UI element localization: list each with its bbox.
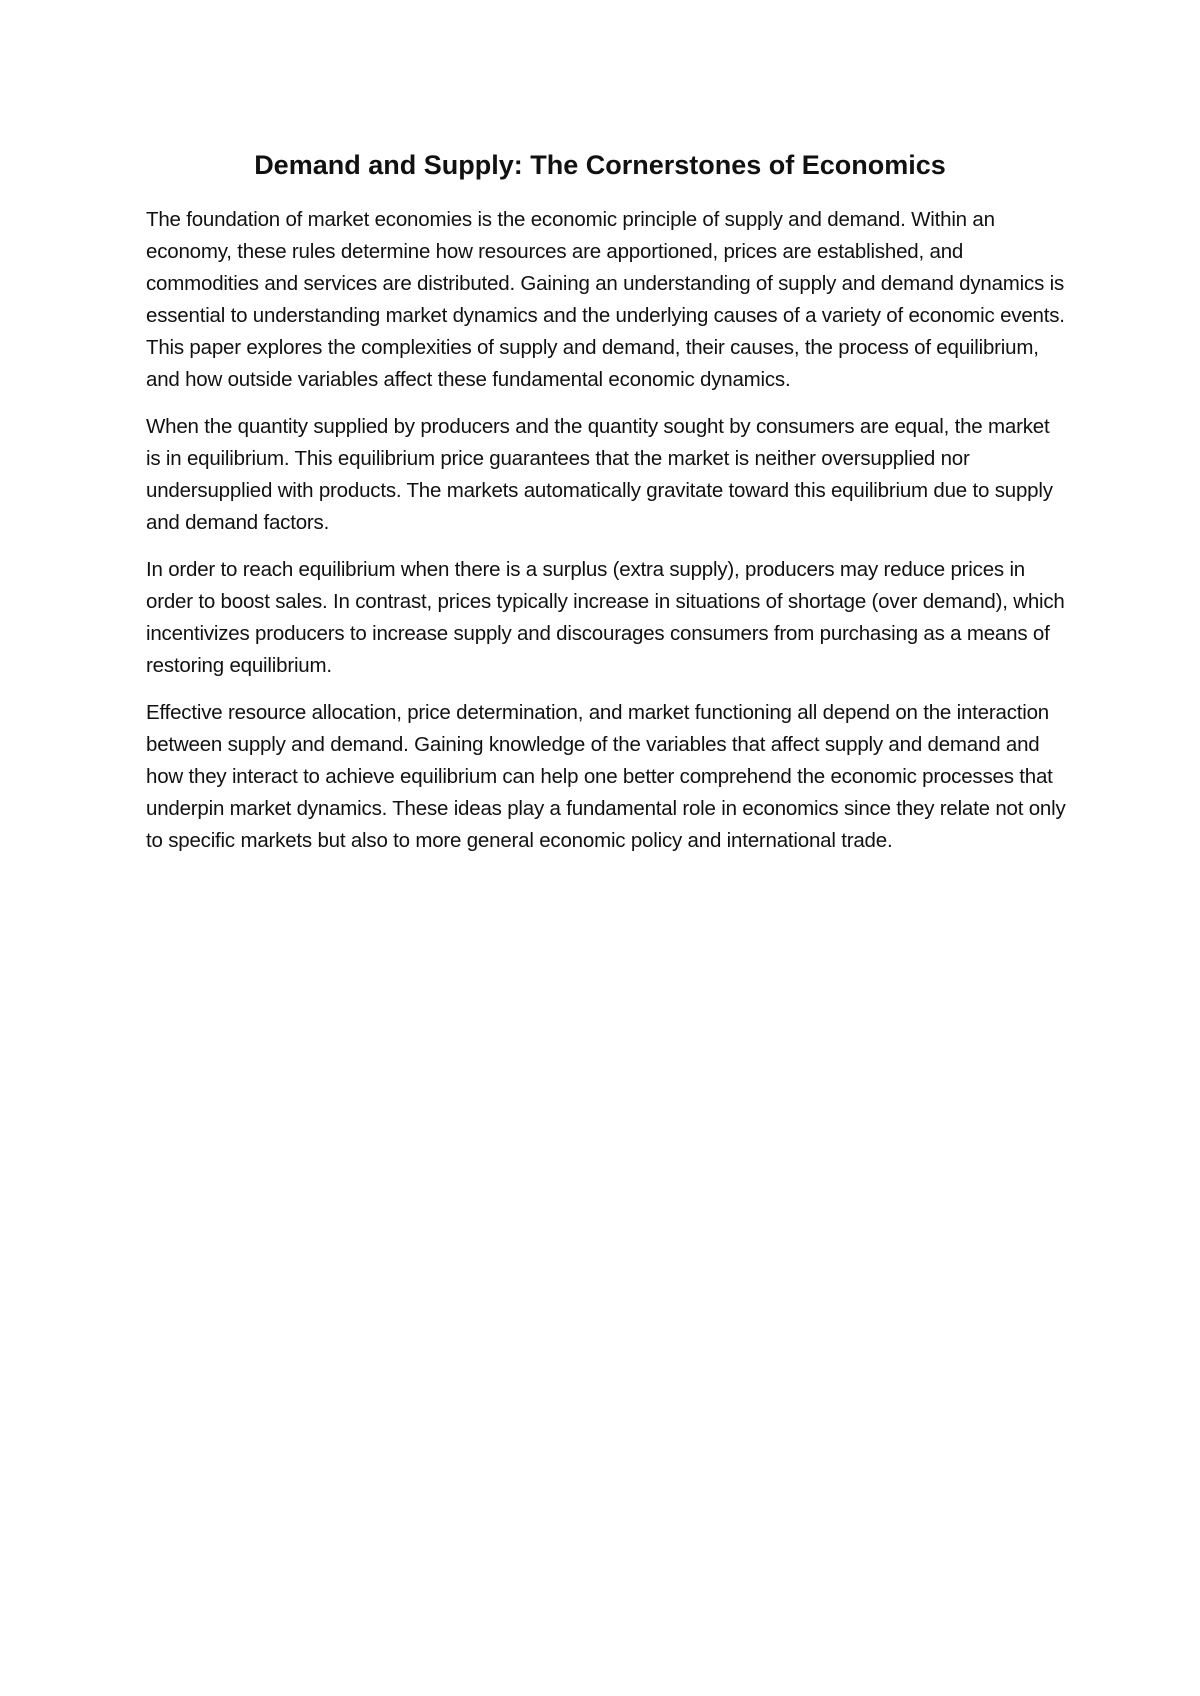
document-body: [146, 204, 1066, 872]
paragraph-equilibrium: When the quantity supplied by producers and the quantity sought by consumers are equal, the market is in equilibrium. This equilibrium price guarantees that the market is neither oversupplied nor undersupplied with products. The markets automatically gravitate toward this equilibrium due to supply and demand factors.: [146, 415, 1053, 534]
paragraph-conclusion: Effective resource allocation, price determination, and market functioning all depend on the interaction between supply and demand. Gaining knowledge of the variables that affect supply and demand and how they interact to achieve equilibrium can help one better comprehend the economic processes that underpin market dynamics. These ideas play a fundamental role in economics since they relate not only to specific markets but also to more general economic policy and international trade.: [146, 701, 1066, 852]
document-title: Demand and Supply: The Cornerstones of Economics: [254, 150, 946, 180]
paragraph-introduction: The foundation of market economies is the economic principle of supply and demand. Within an economy, these rules determine how resources are apportioned, prices are established, and commodities and services are distributed. Gaining an understanding of supply and demand dynamics is essential to understanding market dynamics and the underlying causes of a variety of economic events. This paper explores the complexities of supply and demand, their causes, the process of equilibrium, and how outside variables affect these fundamental economic dynamics.: [146, 208, 1065, 391]
paragraph-surplus-shortage: In order to reach equilibrium when there is a surplus (extra supply), producers may reduce prices in order to boost sales. In contrast, prices typically increase in situations of shortage (over demand), which incentivizes producers to increase supply and discourages consumers from purchasing as a means of restoring equilibrium.: [146, 558, 1065, 677]
